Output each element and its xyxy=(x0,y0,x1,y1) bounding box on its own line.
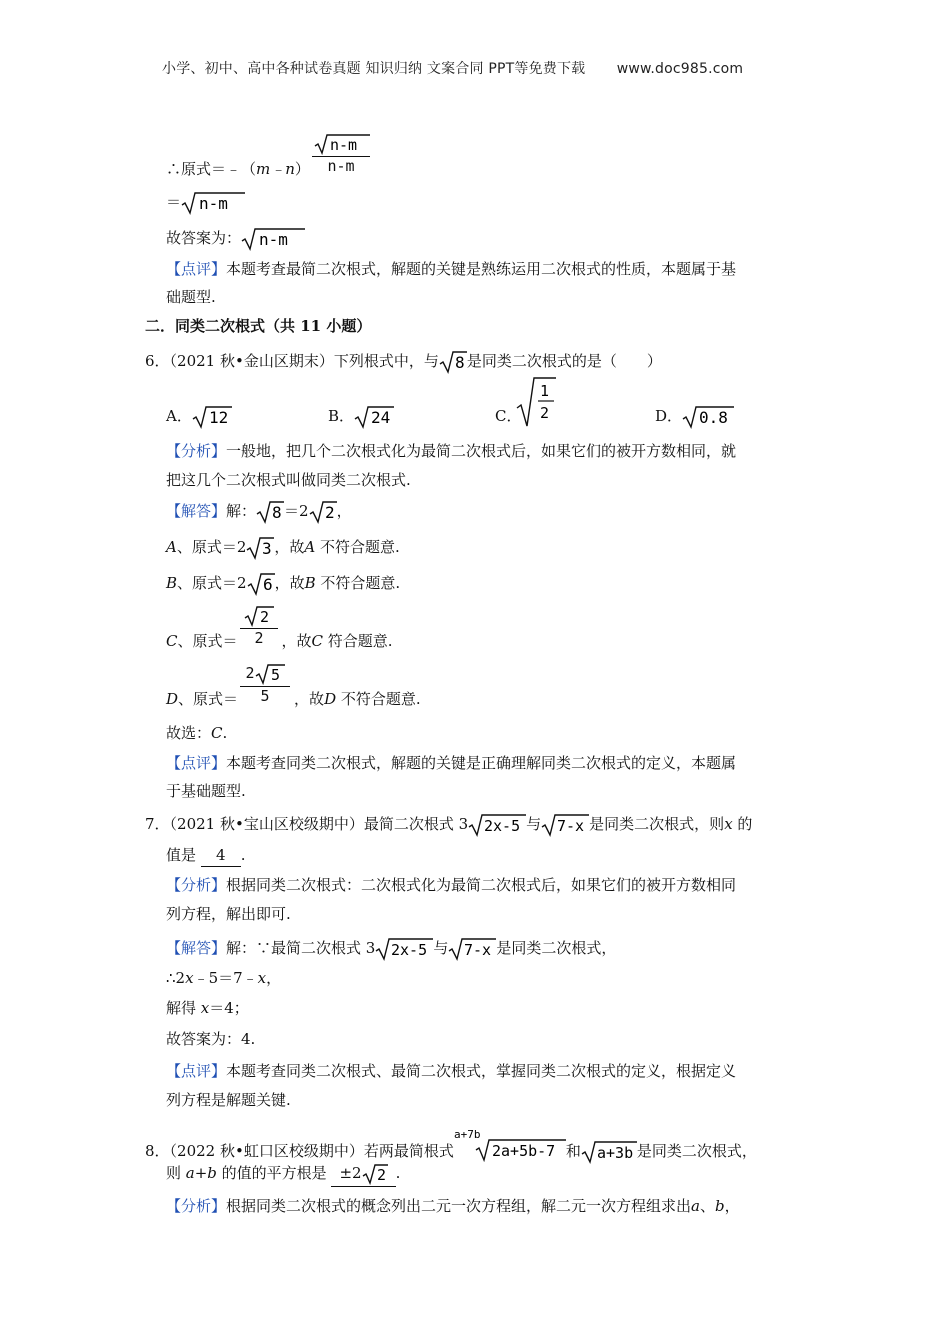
svg-text:7-x: 7-x xyxy=(464,941,492,959)
q7-answer-blank: 4 xyxy=(201,844,241,867)
svg-text:8: 8 xyxy=(272,503,282,522)
svg-text:5: 5 xyxy=(270,666,280,684)
frac-d-coef: 2 xyxy=(245,664,255,682)
svg-text:2: 2 xyxy=(540,404,550,422)
sqrt-7-x-icon xyxy=(541,813,589,837)
q8-suffix: 是同类二次根式， xyxy=(636,1142,757,1160)
choose-end: . xyxy=(222,724,228,742)
svg-text:2x-5: 2x-5 xyxy=(391,941,428,959)
q7-suffix2: 的 xyxy=(732,815,753,833)
q7-solve xyxy=(166,997,249,1019)
svg-text:n-m: n-m xyxy=(330,136,358,154)
jieda-text: 解： xyxy=(226,502,257,520)
q6-stem xyxy=(145,350,662,374)
section-title: 二．同类二次根式（共 11 小题） xyxy=(145,317,372,335)
q7-jieda xyxy=(166,937,616,961)
q7-answer: 故答案为：4. xyxy=(166,1030,256,1048)
dianping-text-cont: 列方程是解题关键. xyxy=(166,1091,291,1109)
q7-dianping-line1 xyxy=(166,1060,736,1082)
frac-numerator xyxy=(312,132,370,157)
eq-end: ， xyxy=(266,969,282,987)
svg-text:6: 6 xyxy=(262,575,273,594)
dianping-text: 本题考查最简二次根式，解题的关键是熟练运用二次根式的性质，本题属于基 xyxy=(226,260,737,278)
header-url[interactable]: www.doc985.com xyxy=(616,61,744,77)
eq-x1: x xyxy=(185,969,194,987)
sqrt-5-icon xyxy=(255,662,285,686)
jieda-suffix: 是同类二次根式， xyxy=(496,939,617,957)
q7-prefix: 7．（2021 秋•宝山区校级期中）最简二次根式 3 xyxy=(145,815,469,833)
q6-choose xyxy=(166,722,227,744)
sqrt-half-icon xyxy=(516,376,556,428)
svg-text:0.8: 0.8 xyxy=(699,408,728,427)
case-c-suffix: ，故 xyxy=(281,632,312,650)
case-a-letter2: A xyxy=(304,538,316,556)
fraction-sqrt2-over-2 xyxy=(240,604,278,647)
dianping-1-line1 xyxy=(166,258,736,280)
svg-text:7-x: 7-x xyxy=(557,817,585,835)
case-c-letter: C xyxy=(166,632,178,650)
frac-d-numerator xyxy=(240,662,290,687)
answer-label: 故答案为： xyxy=(166,229,242,247)
q8-a-plus-b: a+b xyxy=(185,1164,217,1182)
jieda-tag: 【解答】 xyxy=(166,939,227,957)
q8-fenxi xyxy=(166,1195,740,1217)
q6-case-c xyxy=(166,630,393,652)
case-a-text: 、原式＝2 xyxy=(176,538,247,556)
svg-text:2a+5b-7: 2a+5b-7 xyxy=(491,1142,556,1160)
fenxi-text: 一般地，把几个二次根式化为最简二次根式后，如果它们的被开方数相同，就 xyxy=(226,442,737,460)
case-a-suffix2: 不符合题意. xyxy=(315,538,400,556)
jieda-mid: 与 xyxy=(433,939,449,957)
case-b-text: 、原式＝2 xyxy=(177,574,247,592)
case-d-letter2: D xyxy=(324,690,337,708)
fenxi-text: 根据同类二次根式的概念列出二元一次方程组，解二元一次方程组求出 xyxy=(226,1197,692,1215)
solve-x: x xyxy=(200,999,210,1017)
page-header xyxy=(162,58,743,80)
option-a-label: A． xyxy=(166,407,192,425)
case-d-suffix: ，故 xyxy=(294,690,325,708)
sqrt-nm-icon xyxy=(181,191,245,215)
svg-text:n-m: n-m xyxy=(259,230,288,249)
svg-text:2: 2 xyxy=(324,503,335,522)
dianping-text: 本题考查同类二次根式，解题的关键是正确理解同类二次根式的定义，本题属 xyxy=(226,754,737,772)
jieda-text: 解：∵最简二次根式 3 xyxy=(226,939,376,957)
option-d-label: D． xyxy=(655,407,683,425)
q6-option-d[interactable] xyxy=(655,405,734,429)
svg-text:a+3b: a+3b xyxy=(596,1144,633,1162)
frac-denominator: n-m xyxy=(327,157,355,175)
svg-text:8: 8 xyxy=(454,353,465,372)
solve-prefix: 解得 xyxy=(166,999,201,1017)
q7-equation xyxy=(166,967,281,989)
fenxi-tag: 【分析】 xyxy=(166,876,227,894)
answer-line xyxy=(166,227,305,251)
case-a-suffix: ，故 xyxy=(274,538,305,556)
q6-dianping-line2 xyxy=(166,780,246,802)
case-b-suffix2: 不符合题意. xyxy=(315,574,401,592)
eq-prefix: ∴2 xyxy=(166,969,186,987)
choose-text: 故选： xyxy=(166,724,212,742)
sqrt-nm-answer-icon xyxy=(241,227,305,251)
fraction-sqrt-nm-over-nm xyxy=(312,132,370,175)
case-a-letter: A xyxy=(166,538,177,556)
fenxi-text: 根据同类二次根式：二次根式化为最简二次根式后，如果它们的被开方数相同 xyxy=(226,876,737,894)
case-b-letter2: B xyxy=(304,574,316,592)
q6-fenxi-line2 xyxy=(166,469,411,491)
fenxi-sep: 、 xyxy=(699,1197,715,1215)
eq-mid: ﹣5＝7﹣ xyxy=(193,969,258,987)
sqrt-2x-5-icon xyxy=(468,813,526,837)
q8-answer-line xyxy=(166,1162,400,1187)
dianping-tag: 【点评】 xyxy=(166,1062,227,1080)
sqrt-24-icon xyxy=(354,405,394,429)
m-minus-n: m﹣n xyxy=(256,160,295,178)
q6-suffix: 是同类二次根式的是（ ） xyxy=(466,352,662,370)
case-b-suffix: ，故 xyxy=(274,574,305,592)
frac-c-denominator: 2 xyxy=(254,629,264,647)
therefore-text: ∴原式＝﹣（ xyxy=(166,160,257,178)
q6-option-a[interactable] xyxy=(166,405,232,429)
q8-mid: 和 xyxy=(565,1142,581,1160)
choose-letter: C xyxy=(211,724,223,742)
q6-fenxi-line1 xyxy=(166,440,736,462)
q6-case-a xyxy=(166,536,400,560)
q7-answer-line xyxy=(166,844,246,867)
fraction-2sqrt5-over-5 xyxy=(240,662,290,705)
q8-line2-end: . xyxy=(395,1164,401,1182)
header-text: 小学、初中、高中各种试卷真题 知识归纳 文案合同 PPT等免费下载 xyxy=(162,61,586,77)
svg-text:2: 2 xyxy=(260,608,270,626)
q6-option-b[interactable] xyxy=(328,405,394,429)
dianping-text: 本题考查同类二次根式、最简二次根式，掌握同类二次根式的定义，根据定义 xyxy=(226,1062,737,1080)
dianping-tag: 【点评】 xyxy=(166,260,227,278)
frac-c-numerator xyxy=(240,604,278,629)
case-d-suffix2: 不符合题意. xyxy=(336,690,421,708)
sqrt-2x-5-icon xyxy=(375,937,433,961)
sqrt-8-icon xyxy=(256,500,284,524)
sqrt-0-8-icon xyxy=(682,405,734,429)
sqrt-2-icon xyxy=(309,500,337,524)
frac-d-denominator: 5 xyxy=(260,687,270,705)
eq-sign: ＝ xyxy=(166,193,182,211)
sqrt-8-icon xyxy=(439,350,467,374)
fenxi-text-cont: 列方程，解出即可. xyxy=(166,905,291,923)
q7-stem xyxy=(145,813,752,837)
sqrt-3-icon xyxy=(246,536,274,560)
svg-text:24: 24 xyxy=(371,408,391,427)
sqrt-12-icon xyxy=(192,405,232,429)
solve-end: ＝4； xyxy=(209,999,249,1017)
q7-line2-prefix: 值是 xyxy=(166,846,201,864)
q6-case-d xyxy=(166,688,421,710)
svg-text:1: 1 xyxy=(540,382,550,400)
q7-dianping-line2 xyxy=(166,1089,291,1111)
svg-text:n-m: n-m xyxy=(199,194,228,213)
sqrt-7-x-icon xyxy=(448,937,496,961)
q8-line2-prefix: 则 xyxy=(166,1164,186,1182)
dianping-text-cont: 于基础题型. xyxy=(166,782,246,800)
case-c-text: 、原式＝ xyxy=(177,632,238,650)
sqrt-icon xyxy=(314,132,370,156)
svg-text:a+7b: a+7b xyxy=(453,1128,481,1141)
eq-sqrt-line xyxy=(166,191,245,215)
fenxi-a: a xyxy=(691,1197,700,1215)
svg-text:2: 2 xyxy=(376,1166,386,1184)
q6-prefix: 6．（2021 秋•金山区期末）下列根式中，与 xyxy=(145,352,439,370)
q6-case-b xyxy=(166,572,400,596)
nth-root-icon xyxy=(454,1128,566,1162)
case-d-text: 、原式＝ xyxy=(178,690,239,708)
fenxi-tag: 【分析】 xyxy=(166,1197,227,1215)
svg-text:12: 12 xyxy=(208,408,229,427)
q8-stem xyxy=(145,1128,757,1164)
sqrt-6-icon xyxy=(247,572,275,596)
dianping-1-line2 xyxy=(166,286,216,308)
q7-mid: 与 xyxy=(526,815,542,833)
q8-prefix: 8．（2022 秋•虹口区校级期中）若两最简根式 xyxy=(145,1142,454,1160)
svg-text:2x-5: 2x-5 xyxy=(484,817,521,835)
fenxi-b: b xyxy=(715,1197,725,1215)
fenxi-tag: 【分析】 xyxy=(166,442,227,460)
close-paren: ） xyxy=(294,160,310,178)
sqrt-a-3b-icon xyxy=(581,1140,637,1164)
q8-answer-pm: ±2 xyxy=(339,1164,362,1182)
dianping-tag: 【点评】 xyxy=(166,754,227,772)
jieda-comma: ， xyxy=(336,502,352,520)
fenxi-text-cont: 把这几个二次根式叫做同类二次根式. xyxy=(166,471,411,489)
option-b-label: B． xyxy=(328,407,355,425)
q8-answer-blank xyxy=(331,1162,395,1187)
case-c-suffix2: 符合题意. xyxy=(323,632,393,650)
dianping-text-cont: 础题型. xyxy=(166,288,216,306)
case-d-letter: D xyxy=(166,690,179,708)
q6-dianping-line1 xyxy=(166,752,736,774)
q7-line2-end: . xyxy=(240,846,246,864)
jieda-eq: ＝2 xyxy=(284,502,309,520)
q8-line2-mid: 的值的平方根是 xyxy=(216,1164,332,1182)
case-b-letter: B xyxy=(166,574,178,592)
fenxi-end: ， xyxy=(724,1197,740,1215)
sqrt-2-icon xyxy=(362,1162,388,1186)
q7-suffix: 是同类二次根式，则 xyxy=(589,815,725,833)
q7-var-x: x xyxy=(724,815,733,833)
sqrt-2-icon xyxy=(244,604,274,628)
jieda-tag: 【解答】 xyxy=(166,502,227,520)
eq-x2: x xyxy=(257,969,267,987)
option-c-label: C． xyxy=(495,407,522,425)
case-c-letter2: C xyxy=(311,632,323,650)
q6-jieda xyxy=(166,500,352,524)
q7-fenxi-line1 xyxy=(166,874,736,896)
q7-fenxi-line2 xyxy=(166,903,291,925)
therefore-line xyxy=(166,158,310,180)
svg-text:3: 3 xyxy=(262,539,273,558)
